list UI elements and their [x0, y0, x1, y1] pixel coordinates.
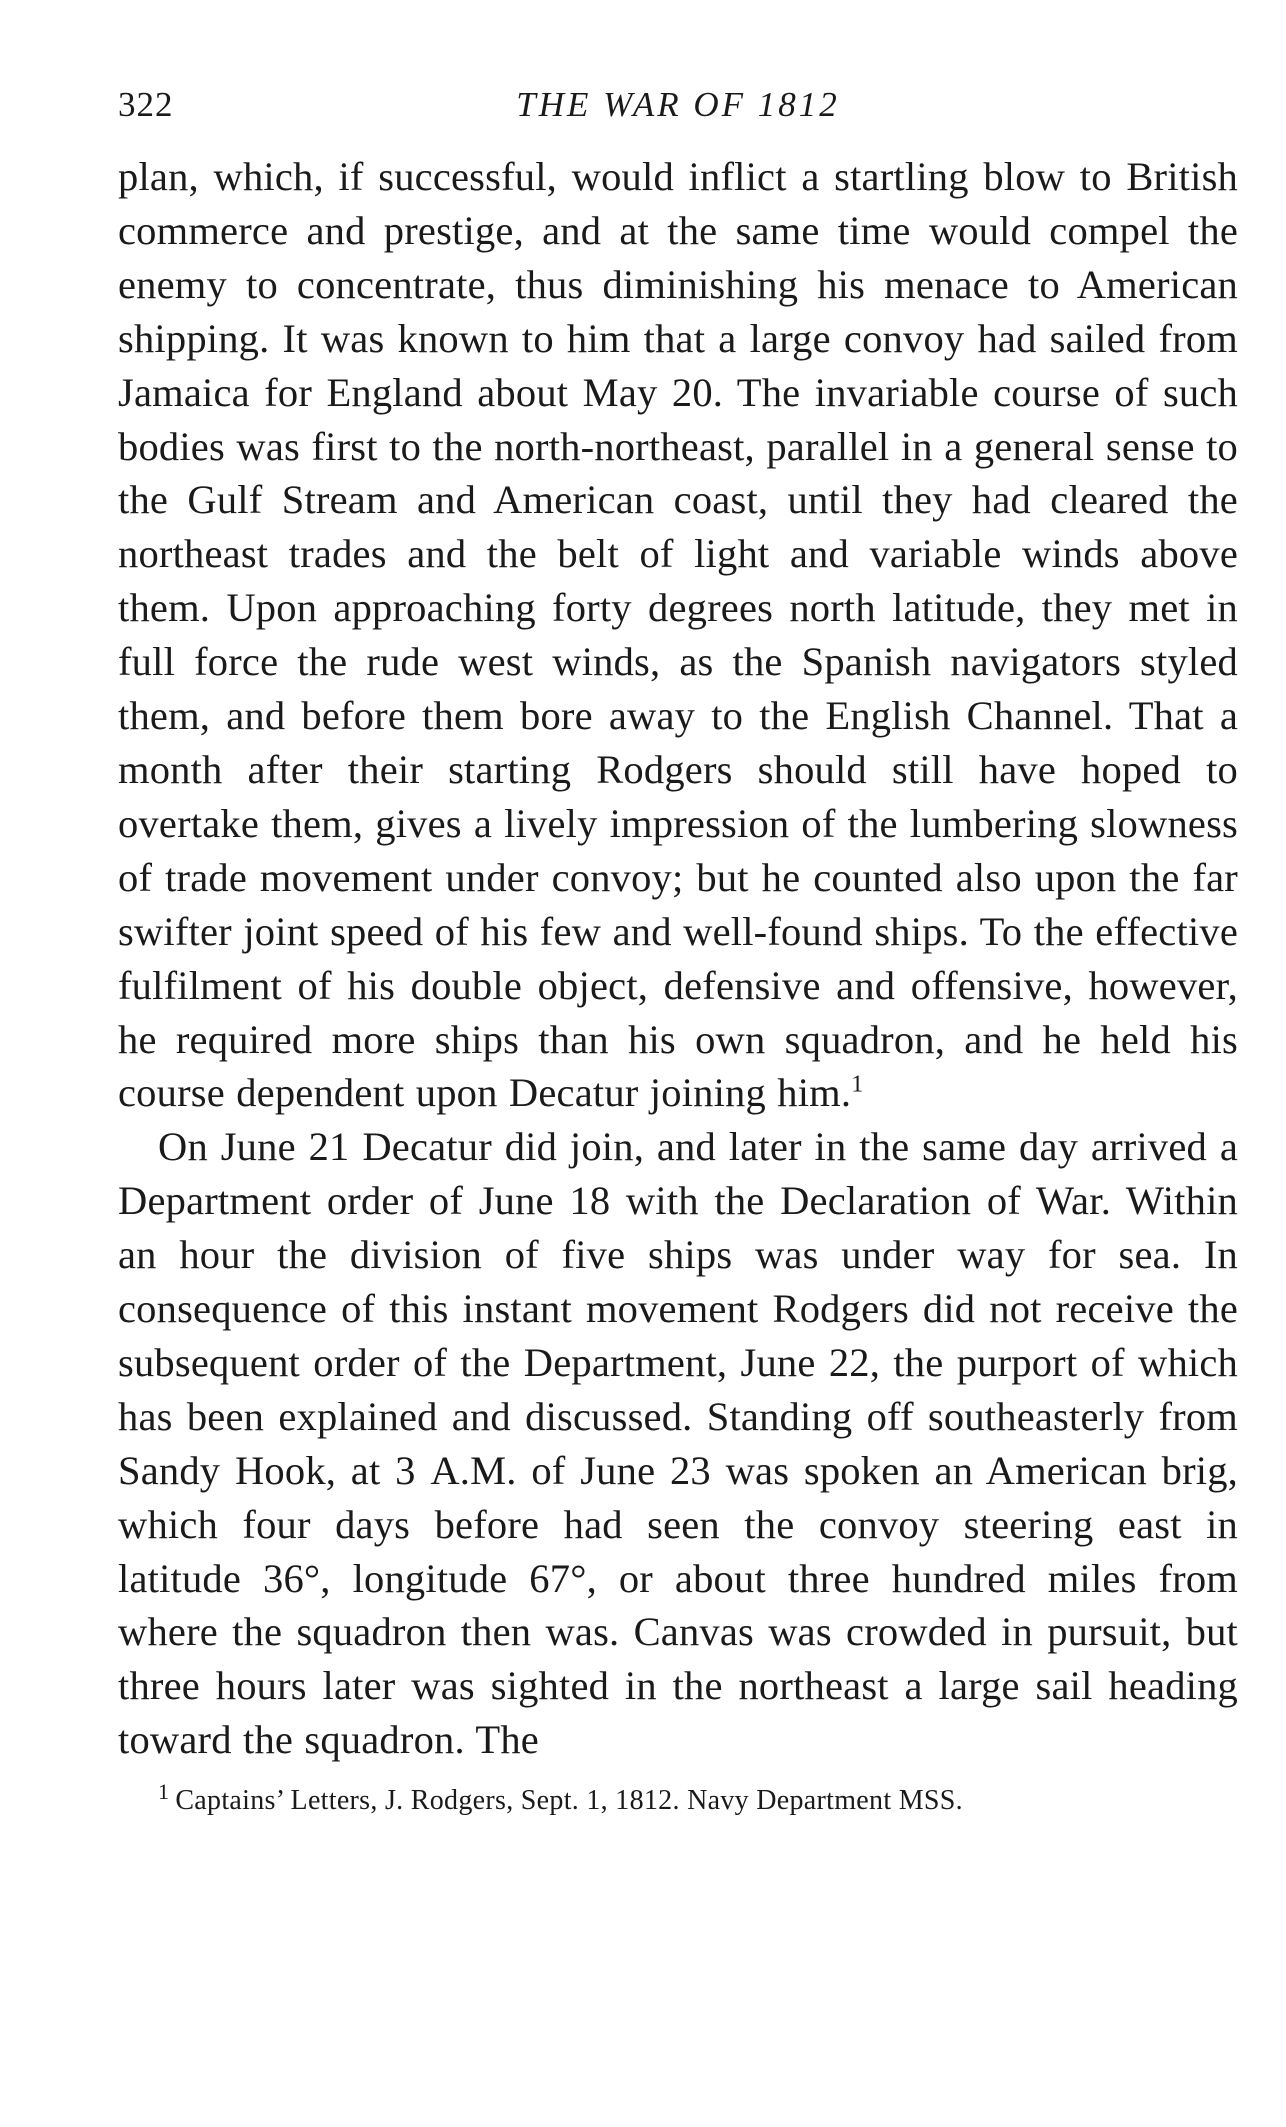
footnote-text: Captains’ Letters, J. Rodgers, Sept. 1, 1812. Navy Department MSS. [175, 1785, 963, 1817]
paragraph-1 [118, 150, 1238, 1120]
footnote [118, 1778, 1238, 1819]
page-number: 322 [118, 85, 174, 124]
book-page [118, 80, 1238, 1819]
running-title: THE WAR OF 1812 [516, 85, 840, 124]
footnote-marker: 1 [158, 1778, 170, 1804]
time-abbreviation: A.M. [430, 1447, 517, 1493]
paragraph-2-text-end: of June 23 was spoken an American brig, which four days before had seen the convoy steering east in latitude 36°, longitude 67°, or about three hundred miles from where the squadron then was. Canvas was crowded in pursuit, but three hours later was sighted in the northeast a large sail heading toward the squadron. The [118, 1447, 1238, 1763]
running-head [118, 80, 1238, 130]
body-text [118, 150, 1238, 1767]
footnote-reference: 1 [851, 1071, 864, 1098]
paragraph-1-text: plan, which, if successful, would inflict a startling blow to British commerce and prestige, and at the same time would compel the enemy to concentrate, thus diminishing his menace to American shipping. It was known to him that a large convoy had sailed from Jamaica for England about May 20. The invariable course of such bodies was first to the north-northeast, parallel in a general sense to the Gulf Stream and American coast, until they had cleared the northeast trades and the belt of light and variable winds above them. Upon approaching forty degrees north latitude, they met in full force the rude west winds, as the Spanish navigators styled them, and before them bore away to the English Channel. That a month after their starting Rodgers should still have hoped to overtake them, gives a lively impression of the lumbering slowness of trade movement under convoy; but he counted also upon the far swifter joint speed of his few and well-found ships. To the effective fulfilment of his double object, defensive and offensive, however, he required more ships than his own squadron, and he held his course dependent upon Decatur joining him. [118, 154, 1238, 1116]
paragraph-2 [118, 1120, 1238, 1767]
paragraph-2-text-start: On June 21 Decatur did join, and later in the same day arrived a Department order of June 18 with the Declaration of War. Within an hour the division of five ships was under way for sea. In consequence of this instant movement Rodgers did not receive the subsequent order of the Department, June 22, the purport of which has been explained and discussed. Standing off southeasterly from Sandy Hook, at 3 [118, 1124, 1238, 1493]
